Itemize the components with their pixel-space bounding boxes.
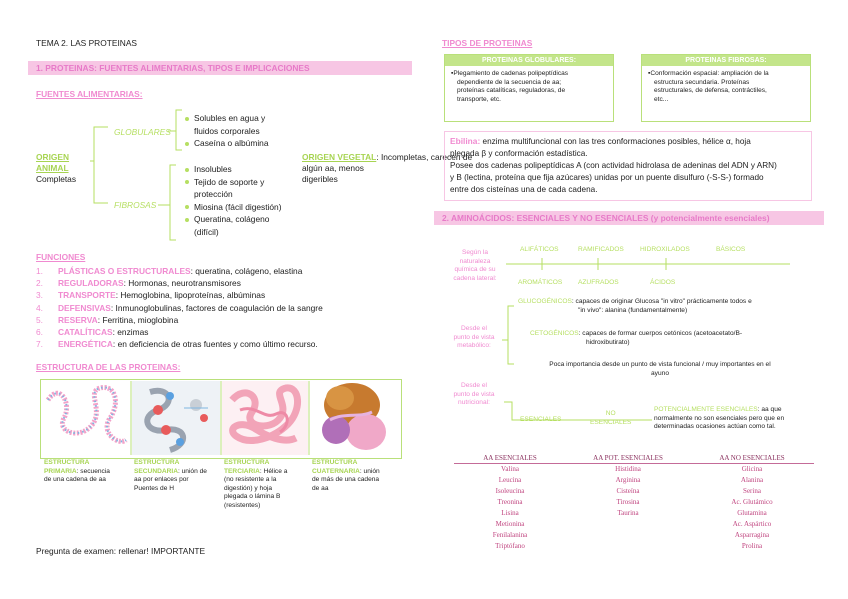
origen-vegetal-desc-2: algún aa, menos — [302, 163, 364, 173]
table-header: AA POT. ESENCIALES — [566, 453, 690, 464]
ebilina-line-2: plegada β y conformación estadística. — [450, 149, 588, 158]
metab-label: Desde el punto de vista metabólico: — [453, 325, 495, 350]
pot-esenciales-label: POTENCIALMENTE ESENCIALES — [654, 406, 758, 413]
lateral-basicos: BÁSICOS — [716, 246, 746, 253]
funciones-title: FUNCIONES — [36, 252, 86, 262]
origen-animal-label: ORIGEN ANIMAL — [36, 152, 70, 173]
section-1-heading: 1. PROTEINAS: FUENTES ALIMENTARIAS, TIPOS E IMPLICACIONES — [28, 61, 412, 75]
no-esenciales-label: NO ESENCIALES — [590, 410, 632, 426]
ebilina-line-5: entre dos cisteínas una de cada cadena. — [450, 185, 598, 194]
globulares-label: GLOBULARES — [114, 127, 171, 137]
bullet-icon: ▪ — [451, 70, 454, 77]
list-item: Tejido de soporte y — [185, 176, 282, 189]
lateral-acidos: ÁCIDOS — [650, 279, 676, 286]
table-row: Metionina Ac. Aspártico — [495, 520, 772, 528]
ebilina-label: Ebilina: — [450, 136, 481, 146]
ebilina-line-3: Posee dos cadenas polipeptídicas A (con actividad hidrolasa de adeninas del ADN y ARN) — [450, 161, 777, 170]
funcion-4: 4. DEFENSIVAS: Inmunoglobulinas, factores de coagulación de la sangre — [36, 302, 323, 313]
exam-note: Pregunta de examen: rellenar! IMPORTANTE — [36, 546, 206, 556]
funcion-3: 3. TRANSPORTE: Hemoglobina, lipoproteínas, albúminas — [36, 290, 266, 301]
list-item: protección — [194, 189, 233, 199]
cetogenicos: CETOGÉNICOS: capaces de formar cuerpos cetónicos (acetoacetato/B- hidroxibutirato) — [530, 330, 743, 346]
esenciales-label: ESENCIALES — [520, 416, 562, 423]
funcion-2: 2. REGULADORAS: Hormonas, neurotransmisores — [36, 278, 241, 289]
list-item: Solubles en agua y — [185, 112, 269, 125]
estructura-primaria: ESTRUCTURA PRIMARIA: secuencia de una cadena de aa — [44, 459, 110, 484]
fibrosas-box-head: PROTEINAS FIBROSAS: — [642, 55, 810, 66]
table-header: AA ESENCIALES — [454, 453, 566, 464]
table-row: Lisina Taurina Glutamina — [501, 509, 767, 517]
fuentes-title: FUENTES ALIMENTARIAS: — [36, 89, 143, 99]
ebilina-line-4: y B (lectina, proteína que fija azúcares) unidas por un puente disulfuro (-S-S-) formado — [450, 173, 764, 182]
estructura-terciaria: ESTRUCTURA TERCIARIA: Hélice a (no resistente a la digestión) y hoja plegada o lámina B (resistentes) — [224, 459, 288, 509]
poca-importancia: Poca importancia desde un punto de vista funcional / muy importantes en el ayuno — [549, 361, 771, 377]
globulares-box-text: ▪Plegamiento de cadenas polipeptídicas dependiente de la secuencia de aa; proteínas catalíticas, reguladoras, de transporte, etc. — [451, 70, 569, 103]
list-item: Insolubles — [185, 163, 282, 176]
table-row: Leucina Arginina Alanina — [498, 476, 764, 484]
aa-table — [454, 453, 814, 552]
ebilina-box: Ebilina: enzima multifuncional con las tres conformaciones posibles, hélice α, hoja plegada β y conformación estadística. Posee dos cadenas polipeptídicas A (con actividad hidrolasa de adeninas del ADN y ARN) y B (lectina, proteína que fija azúcares) unidas por un puente disulfuro (-S-S-) formado entre dos cisteínas una de cada cadena. — [444, 131, 812, 201]
table-header: AA NO ESENCIALES — [690, 453, 814, 464]
list-item: Miosina (fácil digestión) — [185, 201, 282, 214]
funcion-5: 5. RESERVA: Ferritina, mioglobina — [36, 314, 179, 325]
lateral-label: Según la naturaleza química de su cadena lateral: — [453, 249, 497, 282]
lateral-azufrados: AZUFRADOS — [578, 279, 619, 286]
funcion-7: 7. ENERGÉTICA: en deficiencia de otras fuentes y como último recurso. — [36, 339, 318, 350]
list-item: fluidos corporales — [194, 125, 260, 136]
potencialmente-esenciales: POTENCIALMENTE ESENCIALES: aa que normalmente no son esenciales pero que en determinadas ocasiones actúan como tal. — [654, 406, 785, 431]
fibrosas-label: FIBROSAS — [114, 200, 157, 210]
table-row: Valina Histidina Glicina — [501, 465, 763, 473]
lateral-hidroxilados: HIDROXILADOS — [640, 246, 690, 253]
fibrosas-box-text: ▪Conformación espacial: ampliación de la estructura secundaria. Proteínas estructurales, de defensa, contráctiles, etc... — [648, 70, 769, 103]
origen-vegetal: ORIGEN VEGETAL: Incompletas, carecen de algún aa, menos digeribles — [302, 152, 473, 184]
lateral-aromaticos: AROMÁTICOS — [518, 279, 563, 286]
funcion-6: 6. CATALÍTICAS: enzimas — [36, 327, 149, 338]
table-row: Triptófano Prolina — [495, 542, 763, 550]
glucogenicos: GLUCOGÉNICOS: capaces de originar Glucosa "in vitro" prácticamente todos e "in vivo": alanina (fundamentalmente) — [518, 298, 752, 314]
origen-animal-desc: Completas — [36, 174, 77, 184]
tipos-title: TIPOS DE PROTEINAS — [442, 38, 533, 48]
table-row: Fenilalanina Asparragina — [492, 531, 770, 539]
table-row: Treonina Tirosina Ac. Glutámico — [497, 498, 773, 506]
lateral-ramificados: RAMIFICADOS — [578, 246, 624, 253]
section-2-heading: 2. AMINOÁCIDOS: ESENCIALES Y NO ESENCIALES (y potencialmente esenciales) — [434, 211, 824, 225]
list-item: Queratina, colágeno — [185, 213, 282, 226]
funcion-1: 1. PLÁSTICAS O ESTRUCTURALES: queratina, colágeno, elastina — [36, 266, 303, 276]
lateral-alifaticos: ALIFÁTICOS — [520, 246, 559, 253]
globulares-box-head: PROTEINAS GLOBULARES: — [445, 55, 613, 66]
bullet-icon: ▪ — [648, 70, 651, 77]
estructura-secundaria: ESTRUCTURA SECUNDARIA: unión de aa por enlaces por Puentes de H — [134, 459, 207, 492]
estructura-cuaternaria: ESTRUCTURA CUATERNARIA: unión de más de una cadena de aa — [312, 459, 380, 492]
glucogenicos-label: GLUCOGÉNICOS — [518, 298, 572, 305]
origen-vegetal-desc-3: digeribles — [302, 174, 338, 184]
list-item: Caseína o albúmina — [185, 137, 269, 150]
cetogenicos-label: CETOGÉNICOS — [530, 330, 579, 337]
doc-title: TEMA 2. LAS PROTEINAS — [36, 38, 137, 48]
estructura-title: ESTRUCTURA DE LAS PROTEINAS: — [36, 362, 181, 372]
list-item: (difícil) — [194, 226, 219, 237]
table-row: Isoleucina Cisteína Serina — [495, 487, 761, 495]
aa-table-wrap — [454, 453, 814, 552]
origen-vegetal-label: ORIGEN VEGETAL — [302, 152, 377, 162]
nutri-label: Desde el punto de vista nutricional: — [453, 382, 495, 407]
